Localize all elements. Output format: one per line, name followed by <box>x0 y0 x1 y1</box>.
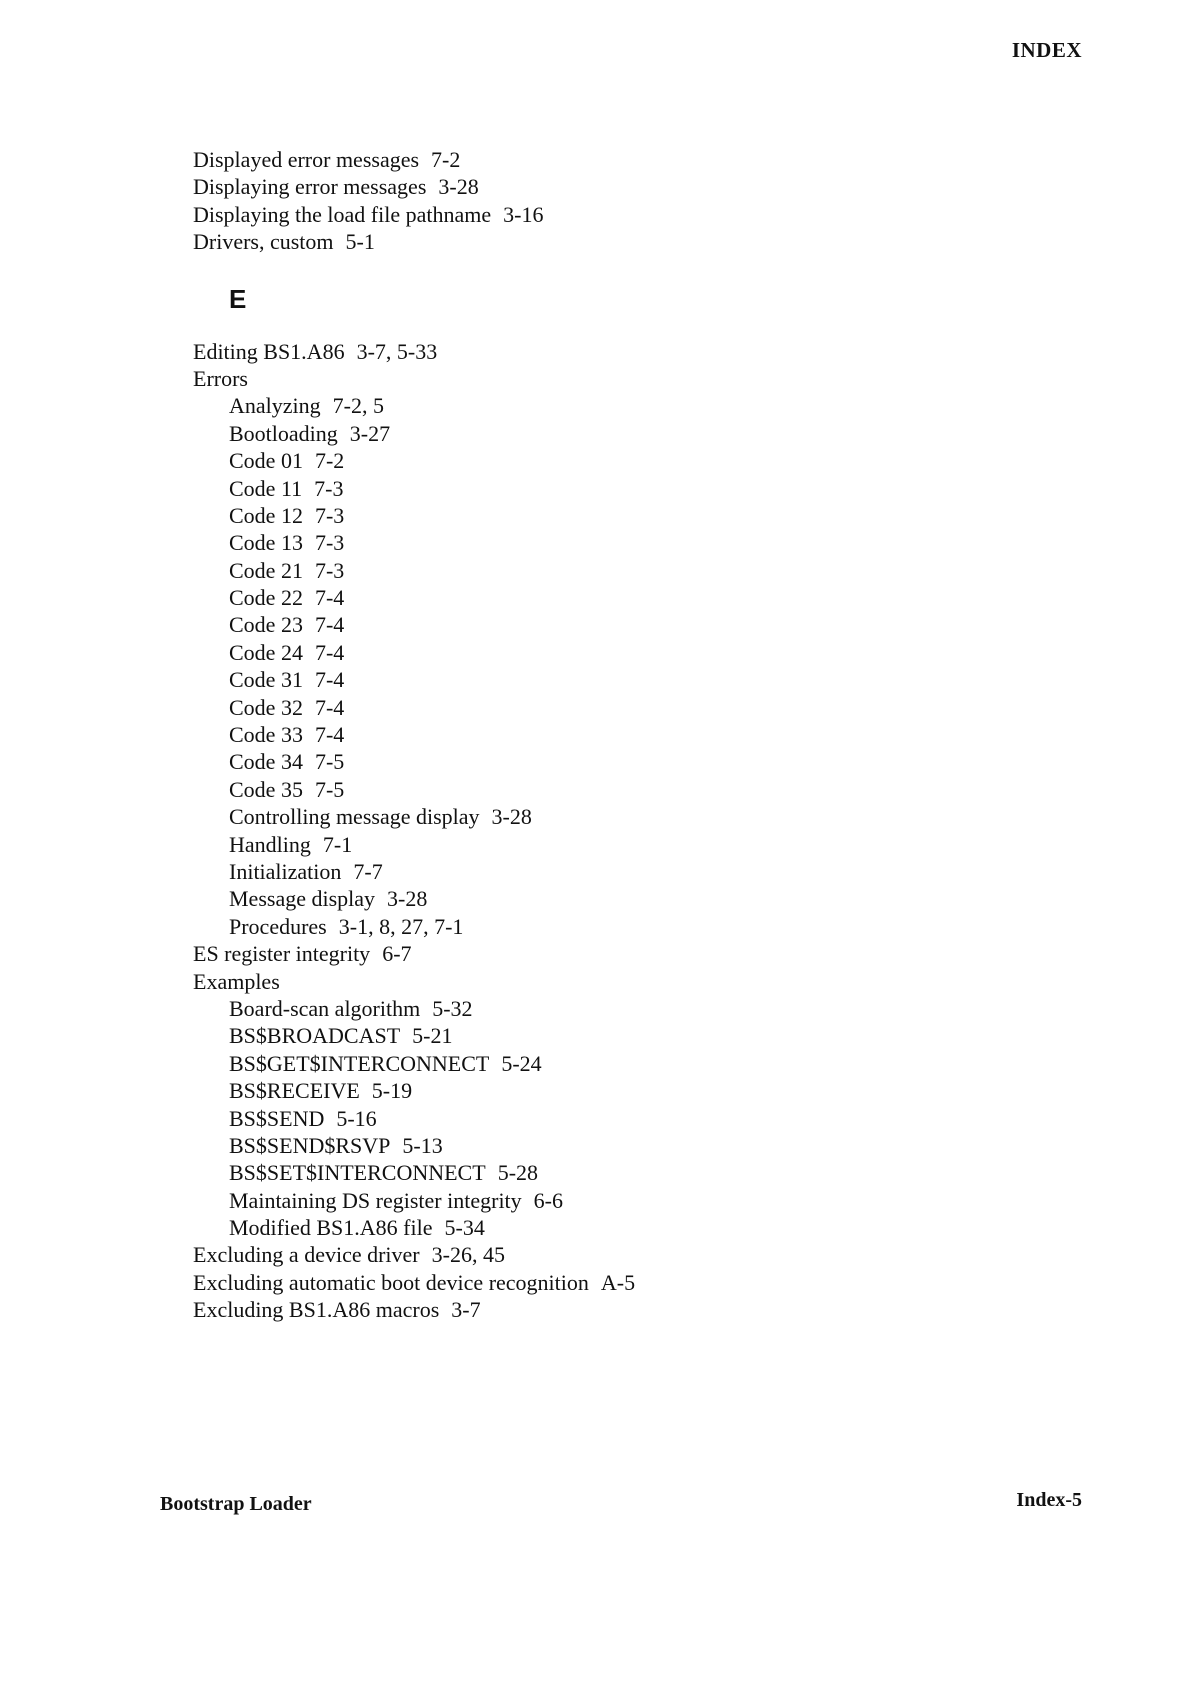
index-term: Drivers, custom <box>193 229 334 255</box>
index-pages: A-5 <box>600 1269 636 1295</box>
index-term: Code 34 <box>229 749 303 775</box>
index-term: Procedures <box>229 913 327 939</box>
index-subentry <box>193 1132 1013 1159</box>
index-pages: 7-5 <box>314 749 345 775</box>
index-entry <box>193 338 1013 365</box>
index-pages: 7-4 <box>314 722 345 748</box>
index-term: Editing BS1.A86 <box>193 338 345 364</box>
index-pages: 3-28 <box>387 886 428 912</box>
index-pages: 3-16 <box>503 201 544 227</box>
index-term: Initialization <box>229 858 342 884</box>
index-term: Modified BS1.A86 file <box>229 1215 433 1241</box>
index-subentry <box>193 639 1013 666</box>
index-subentry <box>193 885 1013 912</box>
index-pages: 7-4 <box>314 612 345 638</box>
index-term: Code 11 <box>229 475 303 501</box>
index-subentry <box>193 1159 1013 1186</box>
index-pages: 5-34 <box>444 1215 485 1241</box>
index-term: Displaying error messages <box>193 174 427 200</box>
index-term: BS$BROADCAST <box>229 1023 401 1049</box>
index-subentry <box>193 776 1013 803</box>
index-subentry <box>193 1050 1013 1077</box>
index-pages: 5-19 <box>371 1078 413 1104</box>
index-term: Code 31 <box>229 667 303 693</box>
index-term: Code 24 <box>229 639 303 665</box>
index-pages: 7-1 <box>322 831 353 857</box>
index-pages: 7-4 <box>314 694 345 720</box>
index-subentry <box>193 1187 1013 1214</box>
index-entry <box>193 940 1013 967</box>
index-term: Code 23 <box>229 612 303 638</box>
index-entry <box>193 1241 1013 1268</box>
index-pages: 7-3 <box>314 557 345 583</box>
index-term: Code 22 <box>229 585 303 611</box>
index-pages: 5-32 <box>432 995 473 1021</box>
index-pages: 7-3 <box>314 502 345 528</box>
index-pages: 7-2 <box>431 147 461 172</box>
index-subentry <box>193 502 1013 529</box>
index-pages: 7-3 <box>314 475 344 501</box>
section-letter-e: E <box>229 283 247 314</box>
footer-book-title: Bootstrap Loader <box>160 1493 312 1515</box>
index-pages: 5-21 <box>412 1023 453 1049</box>
index-entry <box>193 1269 1013 1296</box>
index-pages: 3-7, 5-33 <box>356 338 438 364</box>
index-term: Maintaining DS register integrity <box>229 1187 522 1213</box>
index-subentry <box>193 831 1013 858</box>
index-pages: 7-2 <box>314 448 345 474</box>
index-term: ES register integrity <box>193 941 371 967</box>
index-term: Code 21 <box>229 557 303 583</box>
index-entry <box>193 173 1013 200</box>
index-pages: 5-1 <box>345 229 375 255</box>
index-term: BS$RECEIVE <box>229 1078 360 1104</box>
index-subentry <box>193 1214 1013 1241</box>
index-term: Code 35 <box>229 776 303 802</box>
index-subentry <box>193 721 1013 748</box>
index-term: BS$SEND <box>229 1105 325 1131</box>
index-list <box>193 146 1013 1324</box>
index-pages: 7-4 <box>314 585 345 611</box>
index-pages: 7-3 <box>314 530 345 556</box>
index-subentry <box>193 529 1013 556</box>
index-term: Excluding BS1.A86 macros <box>193 1297 440 1323</box>
index-entry <box>193 228 1013 255</box>
index-subentry <box>193 666 1013 693</box>
index-term: BS$SET$INTERCONNECT <box>229 1160 486 1186</box>
index-subentry <box>193 748 1013 775</box>
index-term: Board-scan algorithm <box>229 995 421 1021</box>
index-term: Code 33 <box>229 722 303 748</box>
index-term: Bootloading <box>229 420 338 446</box>
index-term: Examples <box>193 968 280 994</box>
index-subentry <box>193 611 1013 638</box>
index-pages: 5-16 <box>336 1105 377 1131</box>
index-subentry <box>193 995 1013 1022</box>
index-entry <box>193 201 1013 228</box>
index-term: Code 32 <box>229 694 303 720</box>
index-pages: 6-6 <box>533 1187 563 1213</box>
index-term: Controlling message display <box>229 804 480 830</box>
index-term: Message display <box>229 886 376 912</box>
index-pages: 5-24 <box>501 1050 542 1076</box>
page-header-title: INDEX <box>1011 38 1082 62</box>
index-subentry <box>193 420 1013 447</box>
index-pages: 7-5 <box>314 776 345 802</box>
index-term: BS$SEND$RSVP <box>229 1132 391 1158</box>
index-pages: 6-7 <box>382 941 412 967</box>
index-subentry <box>193 1105 1013 1132</box>
index-subentry <box>193 584 1013 611</box>
index-term: Analyzing <box>229 393 321 419</box>
index-pages: 3-1, 8, 27, 7-1 <box>338 913 464 939</box>
index-pages: 3-27 <box>349 420 391 446</box>
index-term: Displaying the load file pathname <box>193 201 492 227</box>
index-subentry <box>193 1077 1013 1104</box>
index-pages: 5-28 <box>497 1160 539 1186</box>
index-subentry <box>193 557 1013 584</box>
index-pages: 7-2, 5 <box>332 393 384 419</box>
index-subentry <box>193 858 1013 885</box>
index-entry <box>193 1296 1013 1323</box>
index-subentry <box>193 803 1013 830</box>
footer-page-number: Index-5 <box>1016 1489 1082 1511</box>
index-subentry <box>193 913 1013 940</box>
index-subentry <box>193 694 1013 721</box>
index-subentry <box>193 475 1013 502</box>
index-term: Code 12 <box>229 502 303 528</box>
index-entry-errors <box>193 365 1013 392</box>
index-pages: 5-13 <box>402 1132 443 1158</box>
index-subentry <box>193 1022 1013 1049</box>
index-pages: 3-26, 45 <box>431 1242 505 1268</box>
index-entry-examples <box>193 968 1013 995</box>
index-pages: 7-4 <box>314 667 345 693</box>
index-term: Excluding automatic boot device recognition <box>193 1269 589 1295</box>
index-pages: 3-28 <box>491 804 532 830</box>
index-subentry <box>193 447 1013 474</box>
index-term: Errors <box>193 365 248 391</box>
index-pages: 3-28 <box>438 174 479 200</box>
index-term: Handling <box>229 831 311 857</box>
index-pages: 3-7 <box>451 1297 481 1323</box>
index-subentry <box>193 392 1013 419</box>
index-term: Code 13 <box>229 530 303 556</box>
index-term: Excluding a device driver <box>193 1242 420 1268</box>
index-term: Code 01 <box>229 448 303 474</box>
index-entry <box>193 146 1013 173</box>
index-term: BS$GET$INTERCONNECT <box>229 1050 490 1076</box>
index-pages: 7-4 <box>314 639 345 665</box>
index-pages: 7-7 <box>353 858 383 884</box>
index-term: Displayed error messages <box>193 147 420 172</box>
